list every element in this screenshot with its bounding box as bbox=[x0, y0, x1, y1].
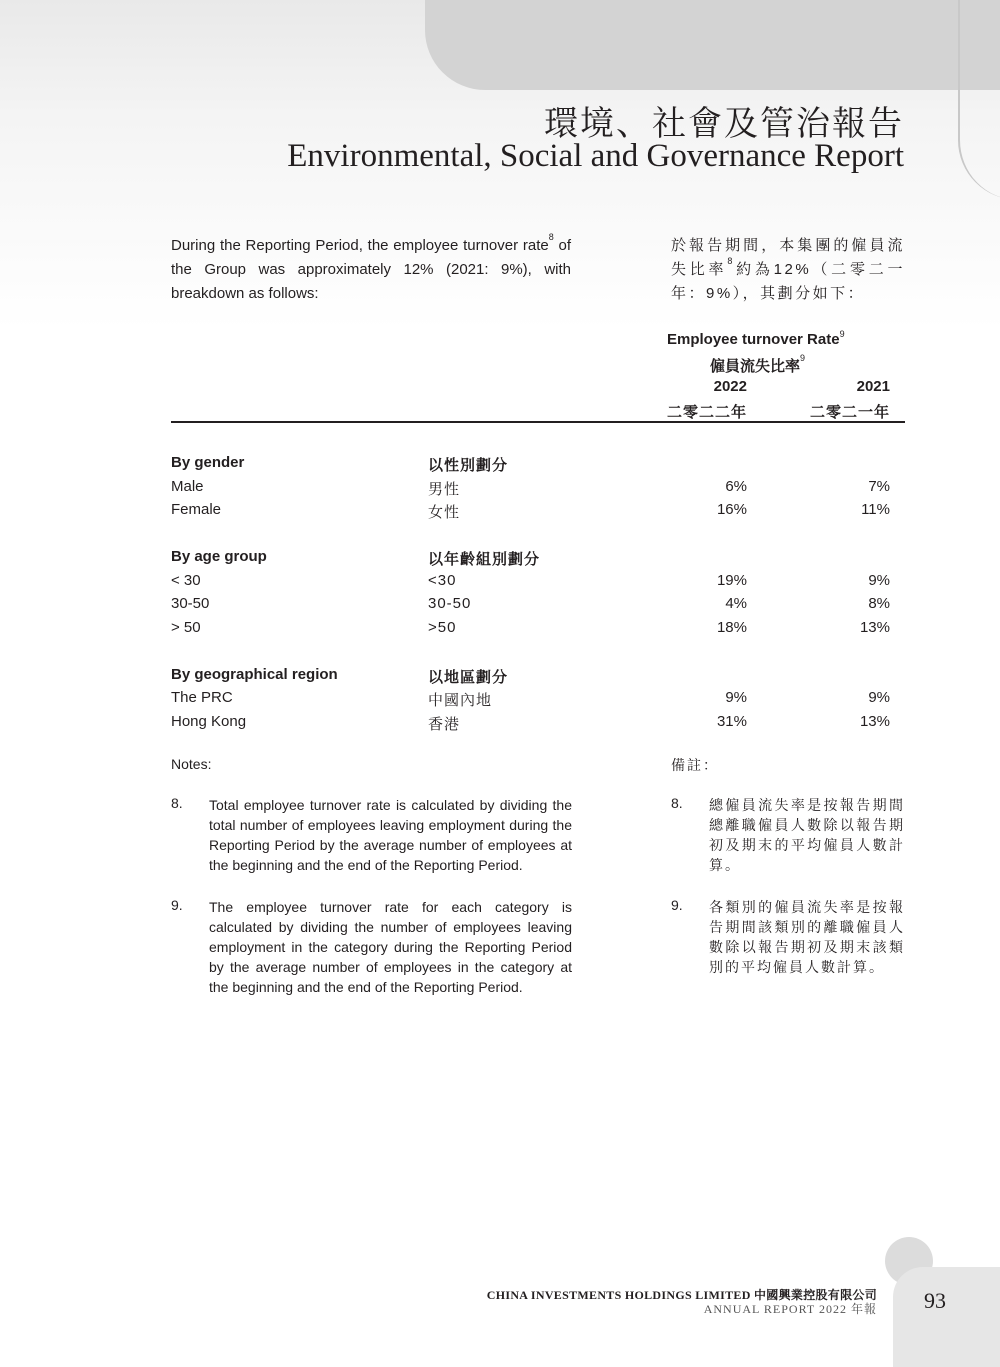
page-title-en: Environmental, Social and Governance Report bbox=[287, 138, 904, 174]
row-label-en: The PRC bbox=[171, 689, 233, 706]
value-2022: 18% bbox=[716, 619, 747, 636]
value-2022: 31% bbox=[716, 713, 747, 730]
header-decorative-shape bbox=[425, 0, 1000, 90]
column-header-2022-cn: 二零二二年 bbox=[666, 404, 747, 421]
value-2021: 9% bbox=[868, 689, 890, 706]
group-title-en: By geographical region bbox=[171, 666, 338, 683]
footer-company-name: CHINA INVESTMENTS HOLDINGS LIMITED 中國興業控股有限公司 bbox=[486, 1288, 877, 1302]
intro-cn-text-2: 約為12%（二零二一年：9%），其劃分如下： bbox=[671, 261, 905, 302]
value-2022: 4% bbox=[725, 595, 747, 612]
note-text-en: Total employee turnover rate is calculated by dividing the total number of employees leaving employment during the Reporting Period by the average number of employees at the beginning and the end of the Reporting Period. bbox=[209, 797, 572, 873]
footnote-ref-8-cn: 8 bbox=[727, 256, 735, 266]
note-text-cn: 總僱員流失率是按報告期間總離職僱員人數除以報告期初及期末的平均僱員人數計算。 bbox=[709, 797, 905, 873]
value-2022: 16% bbox=[716, 501, 747, 518]
row-label-en: Male bbox=[171, 478, 204, 495]
table-header-en-text: Employee turnover Rate bbox=[667, 331, 840, 348]
column-header-2021: 2021 bbox=[856, 378, 890, 395]
column-header-2021-cn: 二零二一年 bbox=[809, 404, 890, 421]
note-number-en: 9. bbox=[171, 897, 183, 913]
intro-paragraph-en bbox=[171, 234, 571, 306]
row-label-cn: >50 bbox=[428, 619, 457, 636]
notes-label-en: Notes: bbox=[171, 756, 212, 772]
table-header-cn bbox=[710, 355, 805, 376]
table-row bbox=[0, 501, 1000, 525]
value-2021: 7% bbox=[868, 478, 890, 495]
row-label-en: < 30 bbox=[171, 572, 201, 589]
group-title-en: By age group bbox=[171, 548, 267, 565]
value-2021: 8% bbox=[868, 595, 890, 612]
group-header-age bbox=[0, 548, 1000, 572]
value-2021: 13% bbox=[859, 713, 890, 730]
value-2022: 6% bbox=[725, 478, 747, 495]
value-2021: 9% bbox=[868, 572, 890, 589]
intro-en-text-2: of the Group was approximately 12% (2021: 9%), with breakdown as follows: bbox=[171, 237, 571, 302]
intro-en-text-1: During the Reporting Period, the employee turnover rate bbox=[171, 237, 549, 254]
row-label-cn: 男性 bbox=[428, 481, 461, 498]
intro-cn-text-1: 於報告期間，本集團的僱員流失比率 bbox=[671, 237, 905, 278]
row-label-cn: 30-50 bbox=[428, 595, 472, 612]
page-title-cn: 環境、社會及管治報告 bbox=[544, 104, 904, 144]
group-title-cn: 以性別劃分 bbox=[428, 457, 509, 474]
note-number-cn: 9. bbox=[671, 897, 683, 913]
row-label-en: > 50 bbox=[171, 619, 201, 636]
group-title-cn: 以年齡組別劃分 bbox=[428, 551, 541, 568]
intro-paragraph-cn bbox=[671, 234, 905, 306]
column-header-2022: 2022 bbox=[713, 378, 747, 395]
note-number-en: 8. bbox=[171, 795, 183, 811]
table-row bbox=[0, 478, 1000, 502]
table-header-en bbox=[667, 331, 845, 348]
table-row bbox=[0, 595, 1000, 619]
table-header-rule bbox=[171, 421, 905, 423]
page-number: 93 bbox=[924, 1288, 946, 1313]
row-label-en: 30-50 bbox=[171, 595, 210, 612]
note-text-en: The employee turnover rate for each category is calculated by dividing the number of employees leaving employment in the category during the Reporting Period by the average number of employees in the category at the beginning and the end of the Reporting Period. bbox=[209, 899, 572, 995]
notes-label-cn: 備註： bbox=[671, 757, 719, 773]
row-label-cn: 香港 bbox=[428, 716, 461, 733]
footer-page-tab bbox=[893, 1267, 1000, 1367]
footnote-ref-8: 8 bbox=[548, 232, 554, 242]
row-label-en: Hong Kong bbox=[171, 713, 247, 730]
value-2022: 19% bbox=[716, 572, 747, 589]
row-label-cn: 女性 bbox=[428, 504, 461, 521]
value-2021: 11% bbox=[861, 501, 890, 518]
footnote-ref-9-cn: 9 bbox=[800, 353, 806, 363]
table-row bbox=[0, 689, 1000, 713]
note-text-cn: 各類別的僱員流失率是按報告期間該類別的離職僱員人數除以報告期初及期末該類別的平均僱員人數計算。 bbox=[709, 899, 905, 975]
table-row bbox=[0, 572, 1000, 596]
note-number-cn: 8. bbox=[671, 795, 683, 811]
group-header-gender bbox=[0, 454, 1000, 478]
row-label-en: Female bbox=[171, 501, 222, 518]
footer-report-name: ANNUAL REPORT 2022 年報 bbox=[703, 1302, 877, 1316]
footnote-ref-9: 9 bbox=[839, 329, 845, 339]
group-title-cn: 以地區劃分 bbox=[428, 669, 509, 686]
table-header-cn-text: 僱員流失比率 bbox=[710, 358, 801, 375]
value-2021: 13% bbox=[859, 619, 890, 636]
group-title-en: By gender bbox=[171, 454, 245, 471]
row-label-cn: <30 bbox=[428, 572, 457, 589]
table-row bbox=[0, 713, 1000, 737]
group-header-region bbox=[0, 666, 1000, 690]
value-2022: 9% bbox=[725, 689, 747, 706]
table-row bbox=[0, 619, 1000, 643]
row-label-cn: 中國內地 bbox=[428, 692, 493, 709]
